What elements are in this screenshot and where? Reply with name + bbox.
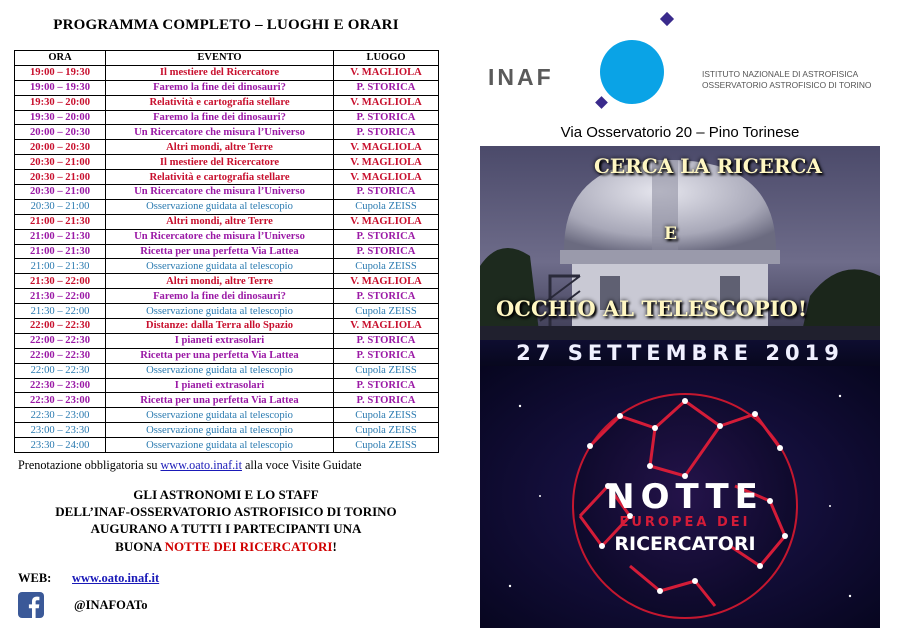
cell-luogo: V. MAGLIOLA <box>334 65 439 80</box>
cell-ora: 21:30 – 22:00 <box>15 274 106 289</box>
cell-evento: Osservazione guidata al telescopio <box>106 423 334 438</box>
table-row <box>15 378 439 393</box>
cell-evento: Faremo la fine dei dinosauri? <box>106 80 334 95</box>
logo-diamond-top <box>660 12 674 26</box>
logo-circle <box>600 40 664 104</box>
cell-evento: Relatività e cartografia stellare <box>106 170 334 185</box>
web-row <box>18 571 159 586</box>
cell-ora: 20:30 – 21:00 <box>15 185 106 200</box>
greeting-line-1: GLI ASTRONOMI E LO STAFF <box>133 487 319 502</box>
table-row <box>15 229 439 244</box>
facebook-icon[interactable] <box>18 592 44 618</box>
logo-diamond-bottom <box>595 96 608 109</box>
cell-luogo: V. MAGLIOLA <box>334 95 439 110</box>
table-row <box>15 289 439 304</box>
booking-text-after: alla voce Visite Guidate <box>241 458 362 472</box>
cell-luogo: P. STORICA <box>334 80 439 95</box>
cell-luogo: Cupola ZEISS <box>334 408 439 423</box>
schedule-table <box>14 50 439 453</box>
cell-ora: 23:30 – 24:00 <box>15 438 106 453</box>
table-row <box>15 110 439 125</box>
poster-column <box>470 0 900 636</box>
headline-cerca-la-ricerca: CERCA LA RICERCA <box>594 154 822 178</box>
cell-ora: 21:00 – 21:30 <box>15 259 106 274</box>
cell-luogo: Cupola ZEISS <box>334 199 439 214</box>
table-row <box>15 348 439 363</box>
cell-luogo: P. STORICA <box>334 244 439 259</box>
cell-evento: Osservazione guidata al telescopio <box>106 438 334 453</box>
table-row <box>15 170 439 185</box>
cell-luogo: Cupola ZEISS <box>334 363 439 378</box>
web-label: WEB: <box>18 571 52 585</box>
facebook-row <box>18 590 147 620</box>
cell-ora: 21:30 – 22:00 <box>15 289 106 304</box>
cell-ora: 20:30 – 21:00 <box>15 199 106 214</box>
cell-luogo: V. MAGLIOLA <box>334 140 439 155</box>
cell-ora: 20:00 – 20:30 <box>15 140 106 155</box>
cell-luogo: V. MAGLIOLA <box>334 274 439 289</box>
cell-luogo: P. STORICA <box>334 125 439 140</box>
cell-evento: Faremo la fine dei dinosauri? <box>106 110 334 125</box>
cell-ora: 20:00 – 20:30 <box>15 125 106 140</box>
header-evento: EVENTO <box>106 51 334 66</box>
cell-luogo: P. STORICA <box>334 229 439 244</box>
cell-evento: Osservazione guidata al telescopio <box>106 363 334 378</box>
institute-line-1: ISTITUTO NAZIONALE DI ASTROFISICA <box>702 69 859 79</box>
cell-luogo: P. STORICA <box>334 348 439 363</box>
cell-evento: Relatività e cartografia stellare <box>106 95 334 110</box>
cell-evento: Osservazione guidata al telescopio <box>106 408 334 423</box>
cell-luogo: P. STORICA <box>334 289 439 304</box>
booking-text-before: Prenotazione obbligatoria su <box>18 458 161 472</box>
event-poster <box>480 146 880 628</box>
cell-ora: 22:00 – 22:30 <box>15 333 106 348</box>
table-row <box>15 244 439 259</box>
header-ora: ORA <box>15 51 106 66</box>
cell-luogo: Cupola ZEISS <box>334 304 439 319</box>
cell-luogo: V. MAGLIOLA <box>334 170 439 185</box>
cell-evento: Ricetta per una perfetta Via Lattea <box>106 348 334 363</box>
logo-text: INAF <box>488 64 554 90</box>
booking-link[interactable]: www.oato.inaf.it <box>160 458 242 472</box>
inaf-logo <box>470 0 900 120</box>
notte-ricercatori: RICERCATORI <box>614 533 756 555</box>
notte-subtitle: EUROPEA DEI <box>619 515 751 530</box>
table-row <box>15 185 439 200</box>
table-row <box>15 363 439 378</box>
cell-ora: 22:30 – 23:00 <box>15 393 106 408</box>
program-title: PROGRAMMA COMPLETO – LUOGHI E ORARI <box>53 17 399 33</box>
table-row <box>15 95 439 110</box>
booking-note <box>18 458 362 473</box>
institute-line-2: OSSERVATORIO ASTROFISICO DI TORINO <box>702 80 872 90</box>
table-row <box>15 199 439 214</box>
cell-ora: 21:00 – 21:30 <box>15 214 106 229</box>
cell-luogo: P. STORICA <box>334 333 439 348</box>
cell-evento: Osservazione guidata al telescopio <box>106 304 334 319</box>
cell-ora: 22:00 – 22:30 <box>15 348 106 363</box>
cell-luogo: V. MAGLIOLA <box>334 319 439 334</box>
table-row <box>15 80 439 95</box>
headline-and: E <box>664 224 677 244</box>
table-row <box>15 155 439 170</box>
cell-ora: 22:00 – 22:30 <box>15 319 106 334</box>
table-row <box>15 304 439 319</box>
notte-title: NOTTE <box>606 477 764 517</box>
cell-evento: Un Ricercatore che misura l’Universo <box>106 125 334 140</box>
cell-luogo: Cupola ZEISS <box>334 259 439 274</box>
schedule-body <box>15 65 439 452</box>
cell-evento: I pianeti extrasolari <box>106 333 334 348</box>
cell-evento: Osservazione guidata al telescopio <box>106 199 334 214</box>
table-row <box>15 423 439 438</box>
cell-luogo: Cupola ZEISS <box>334 438 439 453</box>
cell-evento: Faremo la fine dei dinosauri? <box>106 289 334 304</box>
cell-evento: Un Ricercatore che misura l’Universo <box>106 229 334 244</box>
cell-ora: 21:00 – 21:30 <box>15 229 106 244</box>
table-row <box>15 393 439 408</box>
cell-evento: Il mestiere del Ricercatore <box>106 155 334 170</box>
cell-ora: 19:30 – 20:00 <box>15 95 106 110</box>
cell-ora: 22:30 – 23:00 <box>15 408 106 423</box>
greeting-highlight: NOTTE DEI RICERCATORI <box>164 538 333 554</box>
cell-evento: Altri mondi, altre Terre <box>106 140 334 155</box>
facebook-handle: @INAFOATo <box>74 597 148 612</box>
table-row <box>15 408 439 423</box>
table-row <box>15 65 439 80</box>
cell-evento: Altri mondi, altre Terre <box>106 214 334 229</box>
header-luogo: LUOGO <box>334 51 439 66</box>
cell-luogo: P. STORICA <box>334 393 439 408</box>
cell-luogo: P. STORICA <box>334 185 439 200</box>
cell-ora: 19:30 – 20:00 <box>15 110 106 125</box>
headline-occhio-al-telescopio: OCCHIO AL TELESCOPIO! <box>496 296 808 321</box>
cell-evento: Ricetta per una perfetta Via Lattea <box>106 393 334 408</box>
greeting-line-3: AUGURANO A TUTTI I PARTECIPANTI UNA <box>90 521 362 537</box>
cell-evento: Ricetta per una perfetta Via Lattea <box>106 244 334 259</box>
cell-luogo: Cupola ZEISS <box>334 423 439 438</box>
table-header-row <box>15 51 439 66</box>
cell-evento: Altri mondi, altre Terre <box>106 274 334 289</box>
cell-ora: 20:30 – 21:00 <box>15 170 106 185</box>
table-row <box>15 125 439 140</box>
greeting-block <box>14 486 438 555</box>
address: Via Osservatorio 20 – Pino Torinese <box>560 124 800 141</box>
cell-ora: 23:00 – 23:30 <box>15 423 106 438</box>
greeting-buona: BUONA <box>115 538 165 554</box>
cell-luogo: V. MAGLIOLA <box>334 155 439 170</box>
greeting-line-4 <box>14 538 438 555</box>
cell-ora: 20:30 – 21:00 <box>15 155 106 170</box>
cell-luogo: P. STORICA <box>334 110 439 125</box>
event-date: 27 SETTEMBRE 2019 <box>516 341 844 365</box>
cell-evento: Distanze: dalla Terra allo Spazio <box>106 319 334 334</box>
table-row <box>15 319 439 334</box>
cell-luogo: V. MAGLIOLA <box>334 214 439 229</box>
cell-ora: 22:00 – 22:30 <box>15 363 106 378</box>
notte-ricercatori-globe <box>480 366 880 628</box>
cell-evento: Il mestiere del Ricercatore <box>106 65 334 80</box>
web-link[interactable]: www.oato.inaf.it <box>72 571 160 585</box>
table-row <box>15 438 439 453</box>
cell-evento: Osservazione guidata al telescopio <box>106 259 334 274</box>
cell-ora: 19:00 – 19:30 <box>15 80 106 95</box>
greeting-exclaim: ! <box>332 538 337 554</box>
schedule-column <box>14 0 438 636</box>
cell-luogo: P. STORICA <box>334 378 439 393</box>
cell-ora: 22:30 – 23:00 <box>15 378 106 393</box>
cell-ora: 19:00 – 19:30 <box>15 65 106 80</box>
table-row <box>15 333 439 348</box>
greeting-line-2: DELL’INAF-OSSERVATORIO ASTROFISICO DI TORINO <box>55 504 397 520</box>
cell-evento: Un Ricercatore che misura l’Universo <box>106 185 334 200</box>
cell-ora: 21:00 – 21:30 <box>15 244 106 259</box>
cell-ora: 21:30 – 22:00 <box>15 304 106 319</box>
table-row <box>15 140 439 155</box>
table-row <box>15 214 439 229</box>
table-row <box>15 274 439 289</box>
cell-evento: I pianeti extrasolari <box>106 378 334 393</box>
table-row <box>15 259 439 274</box>
